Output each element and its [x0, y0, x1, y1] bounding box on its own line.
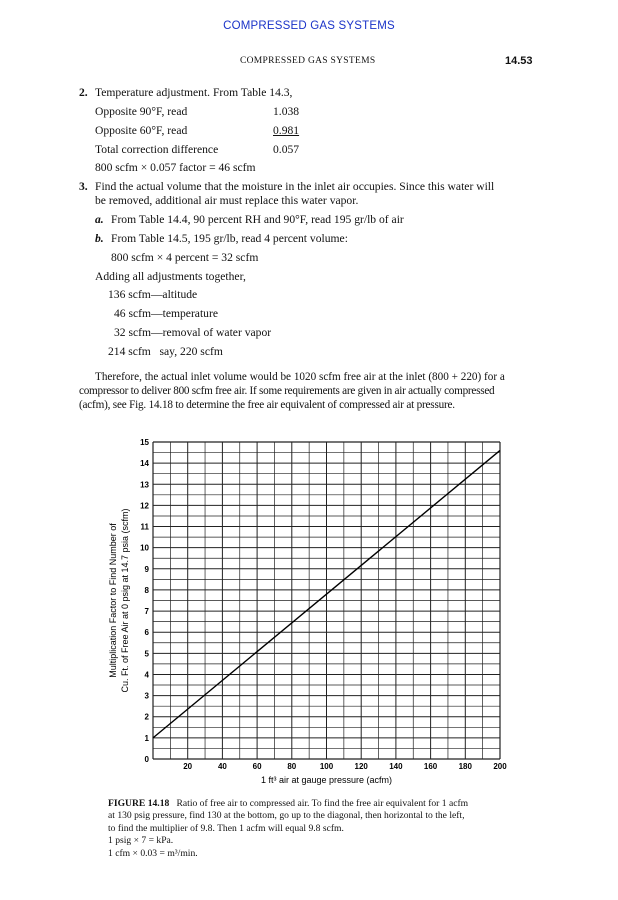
y-tick-7: 7 — [144, 607, 149, 617]
paragraph-line2: compressor to deliver 800 scfm free air. If some requirements are given in air actually compressed — [79, 385, 495, 397]
figure-label: FIGURE 14.18 — [108, 798, 170, 809]
caption-conversion-2: 1 cfm × 0.03 = m³/min. — [108, 847, 198, 859]
page-header-title: COMPRESSED GAS SYSTEMS — [223, 20, 395, 32]
x-tick-180: 180 — [458, 762, 472, 771]
adjustment-total: 214 scfm say, 220 scfm — [108, 345, 223, 358]
ratio-chart — [0, 430, 618, 790]
adjustment-water-vapor: 32 scfm—removal of water vapor — [114, 326, 272, 339]
step3-a-text: From Table 14.4, 90 percent RH and 90°F, read 195 gr/lb of air — [111, 213, 404, 226]
y-tick-5: 5 — [144, 649, 149, 659]
step3-a-label: a. — [95, 213, 104, 226]
y-tick-0: 0 — [144, 755, 149, 764]
x-axis-label: 1 ft³ air at gauge pressure (acfm) — [260, 775, 393, 785]
y-tick-8: 8 — [144, 585, 149, 595]
x-tick-60: 60 — [252, 762, 262, 771]
y-tick-10: 10 — [140, 543, 149, 553]
x-tick-160: 160 — [423, 762, 438, 771]
step2-row-3-label: Total correction difference — [95, 143, 219, 156]
step3-b-label: b. — [95, 232, 104, 245]
figure-caption — [108, 798, 528, 860]
page-number: 14.53 — [505, 55, 533, 67]
y-tick-12: 12 — [140, 501, 149, 511]
y-tick-15: 15 — [140, 438, 149, 447]
y-tick-3: 3 — [144, 691, 149, 701]
adjustment-temperature: 46 scfm—temperature — [114, 307, 218, 320]
y-tick-1: 1 — [144, 733, 149, 743]
step3-b-calc: 800 scfm × 4 percent = 32 scfm — [111, 251, 259, 264]
x-tick-100: 100 — [319, 762, 334, 771]
caption-line2: at 130 psig pressure, find 130 at the bottom, go up to the diagonal, then horizontal to the left, — [108, 810, 465, 822]
step3-adding: Adding all adjustments together, — [95, 270, 246, 283]
step2-row-1-label: Opposite 90°F, read — [95, 105, 188, 118]
x-tick-140: 140 — [389, 762, 403, 771]
step3-b-text: From Table 14.5, 195 gr/lb, read 4 percent volume: — [111, 232, 348, 245]
step2-result: 800 scfm × 0.057 factor = 46 scfm — [95, 161, 256, 174]
caption-conversion-1: 1 psig × 7 = kPa. — [108, 835, 174, 847]
step3-number: 3. — [79, 180, 88, 193]
adjustment-altitude: 136 scfm—altitude — [108, 288, 198, 301]
y-tick-4: 4 — [144, 670, 149, 680]
step3-line1: Find the actual volume that the moisture in the inlet air occupies. Since this water will — [95, 180, 495, 193]
y-tick-2: 2 — [144, 712, 149, 722]
paragraph-line1: Therefore, the actual inlet volume would be 1020 scfm free air at the inlet (800 + 220) for a — [95, 371, 505, 383]
step2-number: 2. — [79, 86, 88, 99]
y-tick-6: 6 — [144, 628, 149, 638]
step2-row-2-value: 0.981 — [273, 124, 300, 137]
x-tick-120: 120 — [354, 762, 368, 771]
y-axis-label-line2: Cu. Ft. of Free Air at 0 psig at 14.7 psia (scfm) — [120, 508, 130, 693]
y-axis-label-line1: Multiplication Factor to Find Number of — [108, 523, 118, 678]
chart-tick-labels — [140, 438, 507, 771]
step2-row-3-value: 0.057 — [273, 143, 300, 156]
paragraph-line3: (acfm), see Fig. 14.18 to determine the free air equivalent of compressed air at pressure. — [79, 399, 455, 411]
x-tick-200: 200 — [493, 762, 507, 771]
caption-line1: Ratio of free air to compressed air. To find the free air equivalent for 1 acfm — [176, 798, 469, 809]
y-tick-11: 11 — [140, 522, 149, 532]
x-tick-20: 20 — [183, 762, 193, 771]
step2-title: Temperature adjustment. From Table 14.3, — [95, 86, 293, 99]
y-tick-13: 13 — [140, 480, 149, 490]
x-tick-40: 40 — [217, 762, 227, 771]
step3-line2: be removed, additional air must replace this water vapor. — [95, 194, 359, 207]
chart-grid — [153, 442, 500, 759]
running-head: COMPRESSED GAS SYSTEMS — [240, 56, 376, 66]
y-tick-14: 14 — [140, 459, 149, 469]
step2-row-2-label: Opposite 60°F, read — [95, 124, 188, 137]
x-tick-80: 80 — [287, 762, 297, 771]
caption-line3: to find the multiplier of 9.8. Then 1 acfm will equal 9.8 scfm. — [108, 822, 344, 834]
y-tick-9: 9 — [144, 564, 149, 574]
step2-row-1-value: 1.038 — [273, 105, 300, 118]
